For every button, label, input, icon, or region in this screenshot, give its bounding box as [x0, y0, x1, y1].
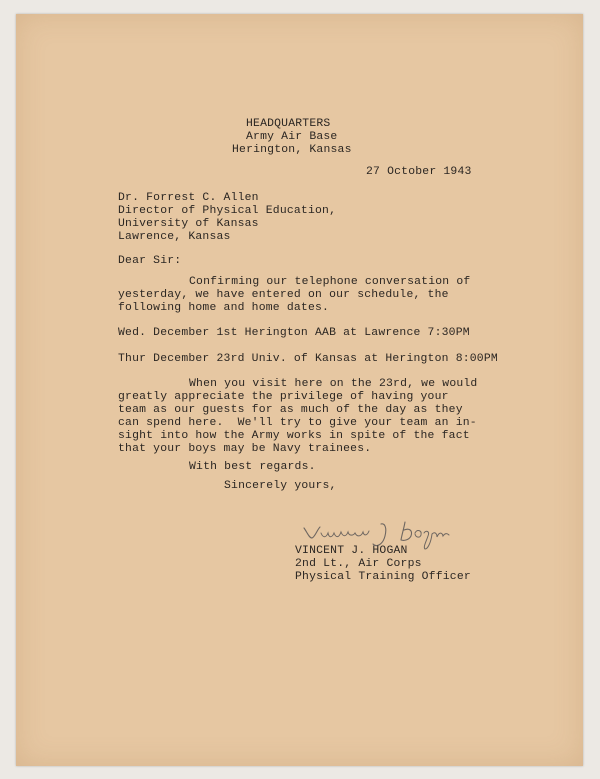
closing-sincerely: Sincerely yours,	[224, 480, 337, 492]
schedule-line-1: Wed. December 1st Herington AAB at Lawrence 7:30PM	[118, 327, 470, 339]
signer-name: VINCENT J. HOGAN	[295, 545, 408, 557]
paragraph2-line-1: When you visit here on the 23rd, we would	[189, 378, 478, 390]
schedule-line-2: Thur December 23rd Univ. of Kansas at Herington 8:00PM	[118, 353, 498, 365]
letterhead-line-1: HEADQUARTERS	[246, 118, 331, 130]
paragraph2-line-2: greatly appreciate the privilege of having your	[118, 391, 449, 403]
recipient-name: Dr. Forrest C. Allen	[118, 192, 259, 204]
recipient-institution: University of Kansas	[118, 218, 259, 230]
paragraph1-line-1: Confirming our telephone conversation of	[189, 276, 471, 288]
paragraph2-line-6: that your boys may be Navy trainees.	[118, 443, 372, 455]
signer-position: Physical Training Officer	[295, 571, 471, 583]
letter-date: 27 October 1943	[366, 166, 472, 178]
recipient-title: Director of Physical Education,	[118, 205, 337, 217]
paragraph2-line-5: sight into how the Army works in spite of the fact	[118, 430, 470, 442]
paragraph1-line-2: yesterday, we have entered on our schedule, the	[118, 289, 449, 301]
letterhead-line-2: Army Air Base	[246, 131, 338, 143]
salutation: Dear Sir:	[118, 255, 182, 267]
paragraph2-line-4: can spend here. We'll try to give your team an in-	[118, 417, 477, 429]
paragraph2-line-3: team as our guests for as much of the day as they	[118, 404, 463, 416]
paragraph1-line-3: following home and home dates.	[118, 302, 330, 314]
letter-page	[16, 14, 583, 766]
closing-regards: With best regards.	[189, 461, 316, 473]
signer-rank: 2nd Lt., Air Corps	[295, 558, 422, 570]
recipient-city: Lawrence, Kansas	[118, 231, 231, 243]
letterhead-line-3: Herington, Kansas	[232, 144, 352, 156]
